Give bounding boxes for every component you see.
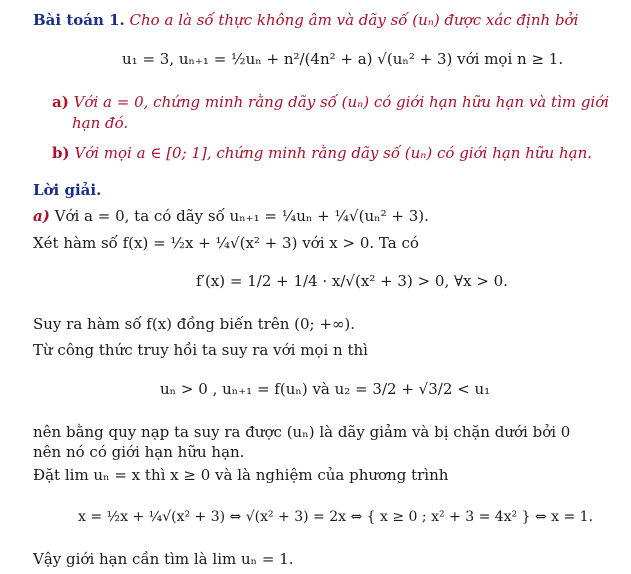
problem-title: Bài toán 1. bbox=[33, 11, 125, 29]
solution-line-3: Suy ra hàm số f(x) đồng biến trên (0; +∞). bbox=[33, 315, 356, 333]
solution-a-label: a) bbox=[33, 207, 50, 225]
part-b-text: Với mọi a ∈ [0; 1], chứng minh rằng dãy số (uₙ) có giới hạn hữu hạn. bbox=[74, 144, 593, 162]
solution-line-1 bbox=[33, 207, 429, 225]
solution-line-7: Đặt lim uₙ = x thì x ≥ 0 và là nghiệm của phương trình bbox=[33, 466, 449, 484]
part-a-label: a) bbox=[52, 93, 69, 111]
limit-equation: x = ½x + ¼√(x² + 3) ⇔ √(x² + 3) = 2x ⇔ { x ≥ 0 ; x² + 3 = 4x² } ⇔ x = 1. bbox=[78, 509, 594, 525]
part-a-line-2: hạn đó. bbox=[72, 114, 129, 132]
solution-line-1-text: Với a = 0, ta có dãy số uₙ₊₁ = ¼uₙ + ¼√(uₙ² + 3). bbox=[54, 207, 429, 225]
solution-line-6: nên nó có giới hạn hữu hạn. bbox=[33, 443, 245, 461]
derivative-formula: f′(x) = 1/2 + 1/4 · x/√(x² + 3) > 0, ∀x > 0. bbox=[196, 272, 508, 290]
problem-recurrence: u₁ = 3, uₙ₊₁ = ½uₙ + n²/(4n² + a) √(uₙ² + 3) với mọi n ≥ 1. bbox=[122, 50, 564, 68]
part-b-label: b) bbox=[52, 144, 70, 162]
solution-line-8: Vậy giới hạn cần tìm là lim uₙ = 1. bbox=[33, 550, 294, 568]
solution-line-5: nên bằng quy nạp ta suy ra được (uₙ) là dãy giảm và bị chặn dưới bởi 0 bbox=[33, 423, 571, 441]
solution-line-4: Từ công thức truy hồi ta suy ra với mọi n thì bbox=[33, 341, 368, 359]
problem-heading bbox=[33, 11, 578, 29]
bound-formula: uₙ > 0 , uₙ₊₁ = f(uₙ) và u₂ = 3/2 + √3/2 < u₁ bbox=[160, 380, 491, 398]
problem-statement: Cho a là số thực không âm và dãy số (uₙ) được xác định bởi bbox=[129, 11, 579, 29]
part-a-line-1 bbox=[52, 93, 609, 111]
part-b-line bbox=[52, 144, 592, 162]
solution-title: Lời giải. bbox=[33, 181, 102, 199]
solution-line-2: Xét hàm số f(x) = ½x + ¼√(x² + 3) với x > 0. Ta có bbox=[33, 234, 419, 252]
part-a-text: Với a = 0, chứng minh rằng dãy số (uₙ) có giới hạn hữu hạn và tìm giới bbox=[73, 93, 610, 111]
